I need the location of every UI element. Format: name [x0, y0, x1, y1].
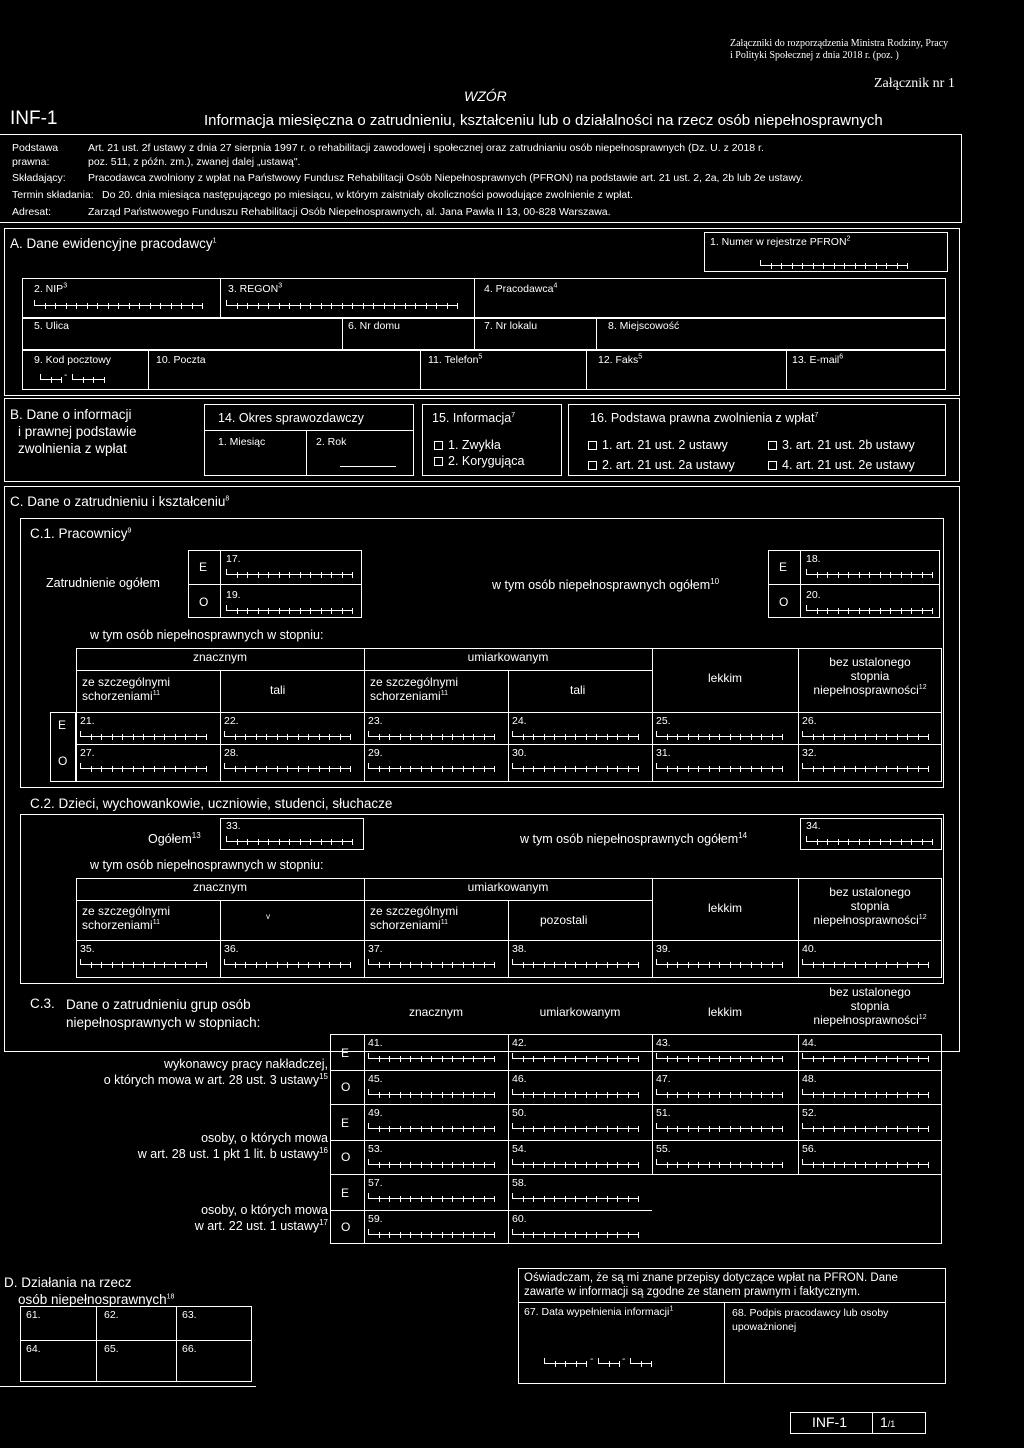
field-comb[interactable]: [656, 1123, 783, 1129]
div: [768, 584, 940, 585]
field-comb[interactable]: [802, 731, 929, 737]
year-field[interactable]: 2. Rok: [316, 436, 347, 448]
div: [220, 550, 221, 618]
intro-divider: [0, 222, 962, 223]
comb-field[interactable]: [226, 589, 353, 611]
field-number: 38.: [512, 943, 527, 955]
field-number: 33.: [226, 820, 241, 832]
o-label: O: [341, 1080, 351, 1094]
addressee-text: Zarząd Państwowego Funduszu Rehabilitacji Osób Niepełnosprawnych, al. Jana Pawła II 13, 00-828 Warszawa.: [88, 206, 611, 218]
comb-field[interactable]: [802, 747, 929, 769]
comb-field[interactable]: [368, 1213, 495, 1235]
regon-comb[interactable]: [226, 300, 458, 306]
apartment-number-label[interactable]: 7. Nr lokalu: [484, 320, 538, 332]
field-comb[interactable]: [224, 763, 351, 769]
field-number: 27.: [80, 747, 95, 759]
comb-field[interactable]: [802, 1037, 929, 1059]
postal-code-comb-a[interactable]: [40, 374, 62, 380]
div: [342, 318, 343, 350]
c2-total-label: Ogółem$^{13}$: [148, 830, 201, 846]
div: [724, 1302, 725, 1384]
declaration-text-2: zawarte w informacji są zgodne ze stanem prawnym i faktycznym.: [524, 1286, 861, 1298]
pfron-number-comb[interactable]: [760, 260, 908, 266]
c1-disabled-total-label: w tym osób niepełnosprawnych ogółem$^{10}$: [492, 576, 720, 592]
deg-mild: lekkim: [707, 671, 742, 685]
legal-basis-field-label: 16. Podstawa prawna zwolnienia z wpłat$^7$: [590, 411, 819, 425]
comb-field[interactable]: [512, 1213, 639, 1235]
comb-field[interactable]: [656, 1073, 783, 1095]
info-correction-option[interactable]: 2. Korygująca: [434, 454, 524, 468]
comb-field[interactable]: [512, 1177, 639, 1199]
legal-basis-text-1: Art. 21 ust. 2f ustawy z dnia 27 sierpnia 1997 r. o rehabilitacji zawodowej i społecznej oraz zatrudnianiu osób niepełnosprawnych (Dz. U. z 2018 r.: [88, 142, 764, 154]
field-comb[interactable]: [368, 959, 495, 965]
comb-field[interactable]: [80, 715, 207, 737]
field-comb[interactable]: [224, 959, 351, 965]
field-65[interactable]: 65.: [104, 1343, 119, 1355]
date-comb-3[interactable]: [630, 1358, 652, 1364]
field-number: 23.: [368, 715, 383, 727]
section-a-title: A. Dane ewidencyjne pracodawcy$^1$: [10, 236, 217, 251]
comb-field[interactable]: [368, 943, 495, 965]
div: [20, 1340, 252, 1341]
month-field[interactable]: 1. Miesiąc: [218, 436, 266, 448]
info-regular-option[interactable]: 1. Zwykła: [434, 438, 501, 452]
e-label: E: [58, 718, 67, 732]
nip-comb[interactable]: [34, 300, 203, 306]
div: [96, 1306, 97, 1382]
regon-label: 3. REGON$^3$: [228, 282, 283, 295]
date-dash: -: [622, 1354, 626, 1365]
e-label: E: [341, 1186, 350, 1200]
field-comb[interactable]: [226, 569, 353, 575]
c1-total-label: Zatrudnienie ogółem: [46, 576, 160, 590]
div: [76, 712, 942, 713]
submitter-text: Pracodawca zwolniony z wpłat na Państwowy Fundusz Rehabilitacji Osób Niepełnosprawnych (PFRON) na podstawie art. 21 ust. 2, 2a, 2b lub 2e ustawy.: [88, 172, 804, 184]
field-number: 43.: [656, 1037, 671, 1049]
c3-deg-none: bez ustalonego stopnia niepełnosprawności$^{12}$: [813, 985, 927, 1027]
field-number: 57.: [368, 1177, 383, 1189]
email-label[interactable]: 13. E-mail$^6$: [792, 353, 844, 366]
declaration-text-1: Oświadczam, że są mi znane przepisy dotyczące wpłat na PFRON. Dane: [524, 1272, 898, 1284]
field-comb[interactable]: [512, 1229, 639, 1235]
field-comb[interactable]: [802, 763, 929, 769]
field-number: 37.: [368, 943, 383, 955]
comb-field[interactable]: [80, 943, 207, 965]
field-64[interactable]: 64.: [26, 1343, 41, 1355]
field-number: 41.: [368, 1037, 383, 1049]
field-62[interactable]: 62.: [104, 1309, 119, 1321]
field-comb[interactable]: [656, 763, 783, 769]
div: [204, 430, 414, 431]
comb-field[interactable]: [226, 553, 353, 575]
postal-dash: -: [64, 370, 68, 381]
field-comb[interactable]: [656, 731, 783, 737]
comb-field[interactable]: [368, 1177, 495, 1199]
comb-field[interactable]: [806, 820, 933, 842]
div: [652, 878, 653, 978]
div: [76, 744, 942, 745]
e-label: E: [779, 560, 788, 574]
div: [330, 1104, 942, 1105]
checkbox-icon[interactable]: [588, 441, 597, 450]
div: [306, 430, 307, 476]
field-comb[interactable]: [226, 605, 353, 611]
field-comb[interactable]: [806, 836, 933, 842]
div: [188, 584, 362, 585]
c2-by-degree-label: w tym osób niepełnosprawnych w stopniu:: [90, 858, 324, 872]
basis-option-1[interactable]: 1. art. 21 ust. 2 ustawy: [588, 438, 728, 452]
submitter-label: Składający:: [12, 172, 66, 184]
comb-field[interactable]: [226, 820, 353, 842]
div: [420, 350, 421, 390]
div: [518, 1302, 946, 1303]
field-comb[interactable]: [80, 731, 207, 737]
comb-field[interactable]: [656, 1037, 783, 1059]
c2-deg-significant: znacznym: [192, 880, 248, 894]
c2-disabled-total-label: w tym osób niepełnosprawnych ogółem$^{14}$: [520, 830, 748, 846]
field-number: 56.: [802, 1143, 817, 1155]
div: [800, 550, 801, 618]
comb-field[interactable]: [512, 1037, 639, 1059]
checkbox-icon[interactable]: [434, 441, 443, 450]
deadline-label: Termin składania:: [12, 189, 94, 201]
e-label: E: [341, 1116, 350, 1130]
e-label: E: [199, 560, 208, 574]
c3-deg-mild: lekkim: [707, 1005, 742, 1019]
pfron-number-label: 1. Numer w rejestrze PFRON$^2$: [710, 235, 851, 248]
comb-field[interactable]: [656, 943, 783, 965]
comb-field[interactable]: [224, 715, 351, 737]
c2-deg-none: bez ustalonego stopnia niepełnosprawności$^{12}$: [813, 885, 927, 927]
c1-others-2: tali: [570, 683, 586, 697]
comb-field[interactable]: [656, 747, 783, 769]
comb-field[interactable]: [806, 553, 933, 575]
annex-note: [730, 38, 948, 62]
field-number: 39.: [656, 943, 671, 955]
section-d-title: D. Działania na rzecz osób niepełnosprawnych$^{18}$: [4, 1275, 175, 1307]
postal-code-label: 9. Kod pocztowy: [34, 354, 112, 366]
field-number: 30.: [512, 747, 527, 759]
field-number: 17.: [226, 553, 241, 565]
field-number: 50.: [512, 1107, 527, 1119]
c1-special-2: ze szczególnymi schorzeniami$^{11}$: [370, 675, 459, 703]
comb-field[interactable]: [368, 1073, 495, 1095]
addressee-label: Adresat:: [12, 206, 52, 218]
form-title: Informacja miesięczna o zatrudnieniu, kształceniu lub o działalności na rzecz osób niepełnosprawnych: [204, 112, 883, 129]
field-number: 24.: [512, 715, 527, 727]
o-label: O: [341, 1150, 351, 1164]
field-number: 58.: [512, 1177, 527, 1189]
comb-field[interactable]: [806, 589, 933, 611]
field-number: 26.: [802, 715, 817, 727]
c2-special-2: ze szczególnymi schorzeniami$^{11}$: [370, 904, 459, 932]
div: [0, 1386, 256, 1387]
c3-group-2: osoby, o których mowa w art. 28 ust. 1 pkt 1 lit. b ustawy$^{16}$: [137, 1131, 328, 1161]
legal-basis-text-2: poz. 511, z późn. zm.), zwanej dalej „ustawą".: [88, 156, 301, 168]
comb-field[interactable]: [512, 1143, 639, 1165]
deg-moderate: umiarkowanym: [467, 650, 549, 664]
checkbox-icon[interactable]: [768, 441, 777, 450]
field-comb[interactable]: [806, 605, 933, 611]
o-label: O: [779, 595, 789, 609]
c1-others-1: tali: [270, 683, 286, 697]
checkbox-icon[interactable]: [588, 461, 597, 470]
comb-field[interactable]: [368, 1037, 495, 1059]
footer-code: INF-1: [812, 1414, 847, 1430]
field-number: 20.: [806, 589, 821, 601]
div: [872, 1412, 873, 1434]
checkbox-icon[interactable]: [768, 461, 777, 470]
date-dash: -: [590, 1354, 594, 1365]
div: [652, 648, 653, 782]
field-number: 59.: [368, 1213, 383, 1225]
c2-tick: ᵛ: [266, 911, 270, 925]
field-comb[interactable]: [802, 1123, 929, 1129]
comb-field[interactable]: [512, 1107, 639, 1129]
title-divider: [0, 134, 962, 135]
field-comb[interactable]: [656, 1053, 783, 1059]
field-comb[interactable]: [512, 1089, 639, 1095]
date-field-label: 67. Data wypełnienia informacji$^1$: [524, 1305, 674, 1318]
comb-field[interactable]: [802, 1143, 929, 1165]
field-number: 44.: [802, 1037, 817, 1049]
deg-significant: znacznym: [192, 650, 248, 664]
comb-field[interactable]: [512, 747, 639, 769]
field-comb[interactable]: [368, 1123, 495, 1129]
comb-field[interactable]: [802, 943, 929, 965]
div: [364, 1034, 365, 1244]
annex-line-2: i Polityki Społecznej z dnia 2018 r. (poz. ): [730, 50, 899, 61]
legal-basis-label-2: prawna:: [12, 156, 50, 168]
comb-field[interactable]: [512, 715, 639, 737]
field-comb[interactable]: [368, 763, 495, 769]
comb-field[interactable]: [656, 715, 783, 737]
o-label: O: [341, 1220, 351, 1234]
house-number-label[interactable]: 6. Nr domu: [348, 320, 400, 332]
div: [330, 1210, 652, 1211]
date-comb-1[interactable]: [544, 1358, 587, 1364]
city-label[interactable]: 8. Miejscowość: [608, 320, 680, 332]
div: [220, 278, 221, 318]
field-comb[interactable]: [368, 1193, 495, 1199]
field-number: 18.: [806, 553, 821, 565]
c1-special-1: ze szczególnymi schorzeniami$^{11}$: [82, 675, 171, 703]
div: [364, 648, 365, 782]
field-number: 22.: [224, 715, 239, 727]
comb-field[interactable]: [368, 715, 495, 737]
field-comb[interactable]: [802, 1053, 929, 1059]
div: [596, 318, 597, 350]
comb-field[interactable]: [368, 747, 495, 769]
year-underline: [340, 466, 396, 467]
deadline-text: Do 20. dnia miesiąca następującego po miesiącu, w którym zaistniały okoliczności powodujące zwolnienie z wpłat.: [102, 189, 634, 201]
street-label[interactable]: 5. Ulica: [34, 320, 70, 332]
c2-others: pozostali: [540, 913, 588, 927]
phone-label[interactable]: 11. Telefon$^5$: [428, 353, 483, 366]
field-number: 55.: [656, 1143, 671, 1155]
post-office-label[interactable]: 10. Poczta: [156, 354, 206, 366]
comb-field[interactable]: [368, 1143, 495, 1165]
field-66[interactable]: 66.: [182, 1343, 197, 1355]
field-comb[interactable]: [80, 959, 207, 965]
field-comb[interactable]: [368, 1089, 495, 1095]
div: [330, 1174, 942, 1175]
checkbox-icon[interactable]: [434, 457, 443, 466]
footer-code-box: [790, 1412, 926, 1434]
o-label: O: [58, 754, 68, 768]
field-number: 42.: [512, 1037, 527, 1049]
comb-field[interactable]: [512, 943, 639, 965]
field-comb[interactable]: [512, 1159, 639, 1165]
div: [176, 1306, 177, 1382]
reporting-period-label: 14. Okres sprawozdawczy: [218, 411, 364, 425]
c3-deg-moderate: umiarkowanym: [539, 1005, 621, 1019]
comb-field[interactable]: [224, 943, 351, 965]
c1-by-degree-label: w tym osób niepełnosprawnych w stopniu:: [90, 628, 324, 642]
info-type-label: 15. Informacja$^7$: [432, 411, 516, 425]
field-comb[interactable]: [512, 1123, 639, 1129]
field-number: 45.: [368, 1073, 383, 1085]
c3-group-3: osoby, o których mowa w art. 22 ust. 1 ustawy$^{17}$: [194, 1203, 328, 1233]
date-comb-2[interactable]: [598, 1358, 620, 1364]
annex-line-1: Załączniki do rozporządzenia Ministra Rodziny, Pracy: [730, 38, 949, 49]
section-b-title: B. Dane o informacji i prawnej podstawie zwolnienia z wpłat: [10, 407, 137, 456]
field-number: 51.: [656, 1107, 671, 1119]
field-comb[interactable]: [368, 1159, 495, 1165]
field-comb[interactable]: [806, 569, 933, 575]
field-number: 31.: [656, 747, 671, 759]
div: [586, 350, 587, 390]
field-comb[interactable]: [368, 731, 495, 737]
field-comb[interactable]: [802, 1089, 929, 1095]
field-63[interactable]: 63.: [182, 1309, 197, 1321]
c3-title-no: C.3.: [30, 996, 55, 1011]
comb-field[interactable]: [802, 715, 929, 737]
field-number: 19.: [226, 589, 241, 601]
field-comb[interactable]: [512, 1193, 639, 1199]
field-number: 40.: [802, 943, 817, 955]
field-comb[interactable]: [656, 1159, 783, 1165]
field-number: 32.: [802, 747, 817, 759]
field-comb[interactable]: [802, 1159, 929, 1165]
deg-none: bez ustalonego stopnia niepełnosprawności$^{12}$: [813, 655, 927, 697]
field-comb[interactable]: [512, 1053, 639, 1059]
field-comb[interactable]: [802, 959, 929, 965]
basis-option-2[interactable]: 2. art. 21 ust. 2a ustawy: [588, 458, 735, 472]
field-comb[interactable]: [368, 1053, 495, 1059]
o-label: O: [199, 595, 209, 609]
section-c-title: C. Dane o zatrudnieniu i kształceniu$^8$: [10, 494, 230, 509]
field-number: 21.: [80, 715, 95, 727]
field-number: 48.: [802, 1073, 817, 1085]
div: [76, 940, 942, 941]
field-comb[interactable]: [656, 959, 783, 965]
field-number: 34.: [806, 820, 821, 832]
field-number: 35.: [80, 943, 95, 955]
comb-field[interactable]: [512, 1073, 639, 1095]
form-code: INF-1: [10, 108, 58, 129]
div: [474, 278, 475, 318]
field-number: 49.: [368, 1107, 383, 1119]
c1-title: C.1. Pracownicy$^9$: [30, 526, 132, 541]
c2-special-1: ze szczególnymi schorzeniami$^{11}$: [82, 904, 171, 932]
div: [508, 1034, 509, 1244]
c3-title: Dane o zatrudnieniu grup osób niepełnosprawnych w stopniach:: [66, 997, 261, 1030]
comb-field[interactable]: [224, 747, 351, 769]
div: [148, 350, 149, 390]
field-number: 52.: [802, 1107, 817, 1119]
basis-option-4[interactable]: 4. art. 21 ust. 2e ustawy: [768, 458, 915, 472]
field-comb[interactable]: [80, 763, 207, 769]
field-comb[interactable]: [512, 763, 639, 769]
field-61[interactable]: 61.: [26, 1309, 41, 1321]
div: [330, 1070, 942, 1071]
div: [330, 1140, 942, 1141]
employer-label[interactable]: 4. Pracodawca$^4$: [484, 282, 558, 295]
c2-title: C.2. Dzieci, wychowankowie, uczniowie, studenci, słuchacze: [30, 796, 393, 811]
field-comb[interactable]: [224, 731, 351, 737]
field-comb[interactable]: [656, 1089, 783, 1095]
field-number: 54.: [512, 1143, 527, 1155]
wzor-label: WZÓR: [464, 88, 507, 104]
field-comb[interactable]: [512, 959, 639, 965]
nip-label: 2. NIP$^3$: [34, 282, 68, 295]
comb-field[interactable]: [802, 1107, 929, 1129]
field-number: 28.: [224, 747, 239, 759]
fax-label[interactable]: 12. Faks$^5$: [598, 353, 643, 366]
comb-field[interactable]: [80, 747, 207, 769]
c3-group-1: wykonawcy pracy nakładczej, o których mowa w art. 28 ust. 3 ustawy$^{15}$: [103, 1057, 328, 1087]
footer-page: 1/1: [880, 1414, 896, 1430]
e-label: E: [341, 1046, 350, 1060]
comb-field[interactable]: [656, 1107, 783, 1129]
field-comb[interactable]: [512, 731, 639, 737]
field-number: 36.: [224, 943, 239, 955]
basis-option-3[interactable]: 3. art. 21 ust. 2b ustawy: [768, 438, 915, 452]
c2-deg-moderate: umiarkowanym: [467, 880, 549, 894]
postal-code-comb-b[interactable]: [72, 374, 105, 380]
comb-field[interactable]: [656, 1143, 783, 1165]
legal-basis-label-1: Podstawa: [12, 142, 59, 154]
c2-deg-mild: lekkim: [707, 901, 742, 915]
annex-number: Załącznik nr 1: [874, 76, 955, 91]
c3-deg-significant: znacznym: [408, 1005, 464, 1019]
field-number: 60.: [512, 1213, 527, 1225]
frame-right: [961, 134, 962, 223]
comb-field[interactable]: [368, 1107, 495, 1129]
field-comb[interactable]: [226, 836, 353, 842]
field-number: 29.: [368, 747, 383, 759]
field-number: 47.: [656, 1073, 671, 1085]
field-comb[interactable]: [368, 1229, 495, 1235]
field-number: 46.: [512, 1073, 527, 1085]
field-number: 25.: [656, 715, 671, 727]
field-number: 53.: [368, 1143, 383, 1155]
div: [786, 350, 787, 390]
div: [474, 318, 475, 350]
section-d-grid: [20, 1306, 252, 1382]
signature-field-label[interactable]: 68. Podpis pracodawcy lub osoby upoważnionej: [732, 1307, 889, 1333]
comb-field[interactable]: [802, 1073, 929, 1095]
